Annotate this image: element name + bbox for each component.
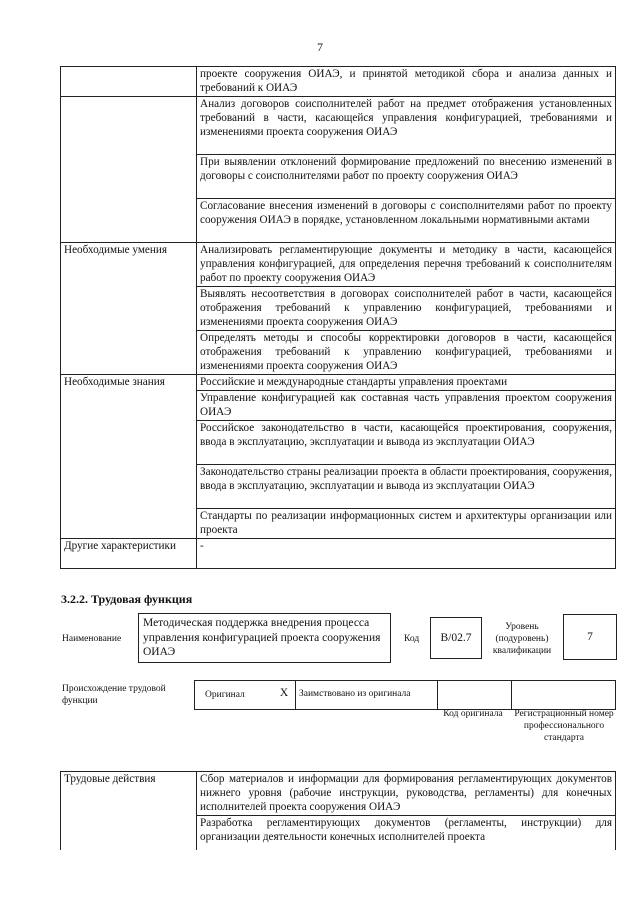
- original-label: Оригинал: [205, 690, 245, 700]
- action-text: Согласование внесения изменений в договоры с соисполнителями работ по проекту сооружения ОИАЭ в порядке, установленном локальными нормативными актами: [197, 199, 616, 243]
- other-value: -: [197, 539, 616, 569]
- function-name: Методическая поддержка внедрения процесса управления конфигурацией проекта сооружения ОИАЭ: [143, 617, 381, 658]
- divider: [511, 681, 512, 709]
- actions-label: Трудовые действия: [61, 772, 197, 850]
- knowledge-label: Необходимые знания: [61, 375, 197, 539]
- label-cell-empty: [61, 199, 197, 243]
- skill-text: Выявлять несоответствия в договорах соисполнителей работ в части, касающейся отображения требований к управлению конфигурацией, требованиями и изменениями проекта сооружения ОИАЭ: [197, 287, 616, 331]
- original-mark: X: [279, 687, 289, 699]
- registration-caption: Регистрационный номер профессионального стандарта: [514, 709, 614, 743]
- origin-label: Происхождение трудовой функции: [62, 684, 166, 706]
- section-heading: 3.2.2. Трудовая функция: [61, 592, 193, 606]
- code-original-caption: Код оригинала: [443, 709, 503, 719]
- level-box: [563, 614, 617, 660]
- code-label: Код: [404, 634, 420, 644]
- action-text: Анализ договоров соисполнителей работ на предмет отображения установленных требований в части, касающейся управления конфигурацией, требованиями и изменениями проекта сооружения ОИАЭ: [197, 97, 616, 155]
- label-cell-empty: [61, 97, 197, 155]
- divider: [295, 681, 296, 709]
- skill-text: Определять методы и способы корректировки договоров в части, касающейся отображения требований к управлению конфигурацией, требованиями и изменениями проекта сооружения ОИАЭ: [197, 331, 616, 375]
- borrowed-label: Заимствовано из оригинала: [299, 689, 411, 699]
- code-value: B/02.7: [440, 632, 472, 644]
- knowledge-text: Управление конфигурацией как составная часть управления проектом сооружения ОИАЭ: [197, 391, 616, 421]
- action-text: Разработка регламентирующих документов (регламенты, инструкции) для организации деятельности конечных исполнителей проекта: [197, 816, 616, 850]
- name-label: Наименование: [62, 634, 122, 644]
- labor-actions-table: [60, 771, 616, 850]
- divider: [437, 681, 438, 709]
- action-text: При выявлении отклонений формирование предложений по внесению изменений в договоры с соисполнителями работ по проекту сооружения ОИАЭ: [197, 155, 616, 199]
- knowledge-text: Российское законодательство в части, касающейся проектирования, сооружения, ввода в эксплуатацию, эксплуатации и вывода из эксплуатации ОИАЭ: [197, 421, 616, 465]
- competency-table: [60, 66, 616, 569]
- function-name-box: [138, 613, 391, 663]
- knowledge-text: Стандарты по реализации информационных систем и архитектуры организации или проекта: [197, 509, 616, 539]
- knowledge-text: Российские и международные стандарты управления проектами: [197, 375, 616, 391]
- action-text: Сбор материалов и информации для формирования регламентирующих документов нижнего уровня (рабочие инструкции, руководства, регламенты) для конечных исполнителей проекта сооружения ОИАЭ: [197, 772, 616, 816]
- page-number: 7: [317, 40, 323, 54]
- origin-box: [194, 680, 616, 710]
- other-label: Другие характеристики: [61, 539, 197, 569]
- skill-text: Анализировать регламентирующие документы и методику в части, касающейся управления конфигурацией, для определения перечня требований к соисполнителям работ по проекту сооружения ОИАЭ: [197, 243, 616, 287]
- level-value: 7: [587, 631, 593, 643]
- label-cell-empty: [61, 67, 197, 97]
- action-text: проекте сооружения ОИАЭ, и принятой методикой сбора и анализа данных и требований к ОИАЭ: [197, 67, 616, 97]
- code-box: [430, 617, 482, 659]
- knowledge-text: Законодательство страны реализации проекта в области проектирования, сооружения, ввода в эксплуатацию, эксплуатации и вывода из эксплуатации ОИАЭ: [197, 465, 616, 509]
- level-label: Уровень (подуровень) квалификации: [492, 622, 552, 656]
- skills-label: Необходимые умения: [61, 243, 197, 375]
- label-cell-empty: [61, 155, 197, 199]
